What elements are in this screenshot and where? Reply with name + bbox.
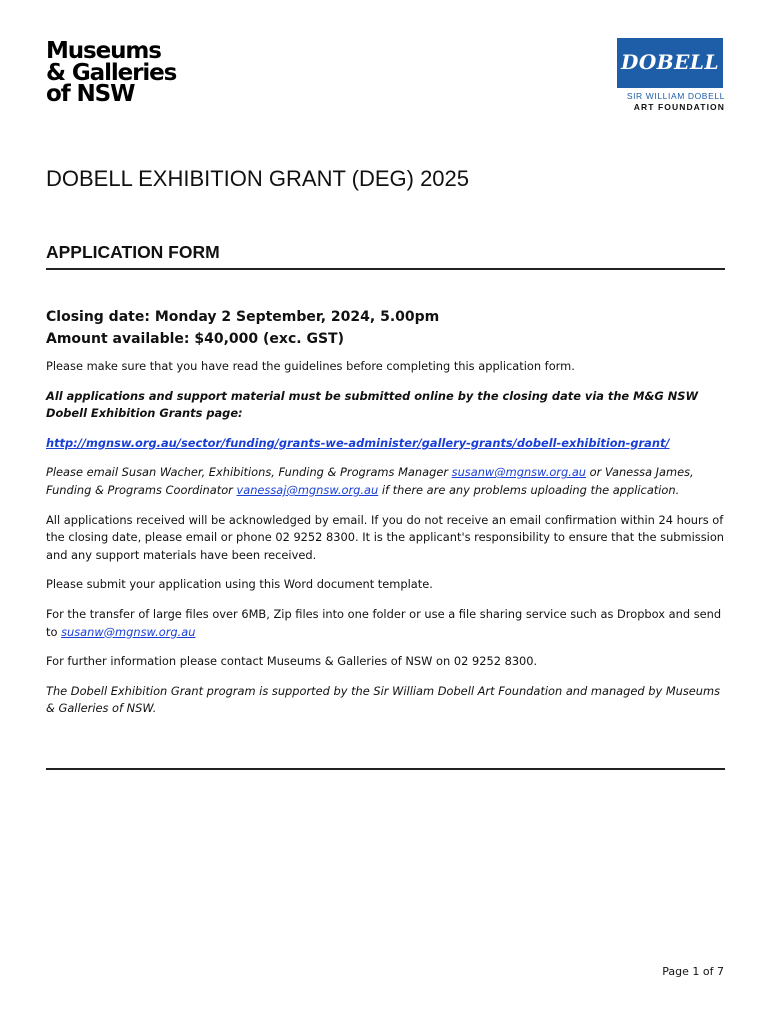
museums-galleries-nsw-logo <box>46 38 177 107</box>
email-para-middle: or Vanessa James, Funding & Programs Coordinator <box>46 465 694 497</box>
dobell-wordmark-box <box>617 38 723 88</box>
dobell-wordmark: DOBELL <box>620 50 720 74</box>
submit-online-paragraph: All applications and support material must be submitted online by the closing date via the M&G NSW Dobell Exhibition Grants page: <box>46 388 699 421</box>
vanessa-email-link[interactable]: vanessaj@mgnsw.org.au <box>236 482 379 497</box>
contact-email-paragraph <box>46 464 728 499</box>
large-files-email-link[interactable]: susanw@mgnsw.org.au <box>61 624 196 639</box>
email-para-after: if there are any problems uploading the application. <box>378 482 680 497</box>
word-template-paragraph: Please submit your application using this Word document template. <box>46 577 433 592</box>
grants-page-link[interactable]: http://mgnsw.org.au/sector/funding/grants-we-administer/gallery-grants/dobell-exhibition-grant/ <box>46 435 670 450</box>
large-files-text: For the transfer of large files over 6MB, Zip files into one folder or use a file sharing service such as Dropbox and send to <box>46 606 722 639</box>
form-heading: APPLICATION FORM <box>46 242 220 262</box>
acknowledgement-paragraph: All applications received will be acknowledged by email. If you do not receive an email confirmation within 24 hours of the closing date, please email or phone 02 9252 8300. It is the applicant's responsibility to ensure that the submission and any support materials have been received. <box>46 512 725 562</box>
heading-divider <box>46 268 725 270</box>
supported-by-paragraph: The Dobell Exhibition Grant program is supported by the Sir William Dobell Art Foundation and managed by Museums & Galleries of NSW. <box>46 683 721 716</box>
dobell-logo-line-2: ART FOUNDATION <box>633 102 725 112</box>
susan-email-link[interactable]: susanw@mgnsw.org.au <box>451 465 587 480</box>
section-divider <box>46 768 725 770</box>
email-para-before: Please email Susan Wacher, Exhibitions, Funding & Programs Manager <box>46 465 452 480</box>
amount-available: Amount available: $40,000 (exc. GST) <box>46 331 344 347</box>
dobell-foundation-logo <box>612 38 728 112</box>
logo-line-2: & Galleries <box>46 59 177 86</box>
closing-date: Closing date: Monday 2 September, 2024, 5.00pm <box>46 309 440 325</box>
guidelines-paragraph: Please make sure that you have read the guidelines before completing this application form. <box>46 359 575 373</box>
logo-line-1: Museums <box>46 38 161 64</box>
logo-line-3: of NSW <box>46 81 135 107</box>
form-intro <box>46 306 728 718</box>
page-number: Page 1 of 7 <box>662 965 724 978</box>
document-title: DOBELL EXHIBITION GRANT (DEG) 2025 <box>46 166 470 191</box>
dobell-logo-line-1: SIR WILLIAM DOBELL <box>626 91 725 101</box>
large-files-paragraph <box>46 606 728 641</box>
further-info-paragraph: For further information please contact Museums & Galleries of NSW on 02 9252 8300. <box>46 654 538 669</box>
